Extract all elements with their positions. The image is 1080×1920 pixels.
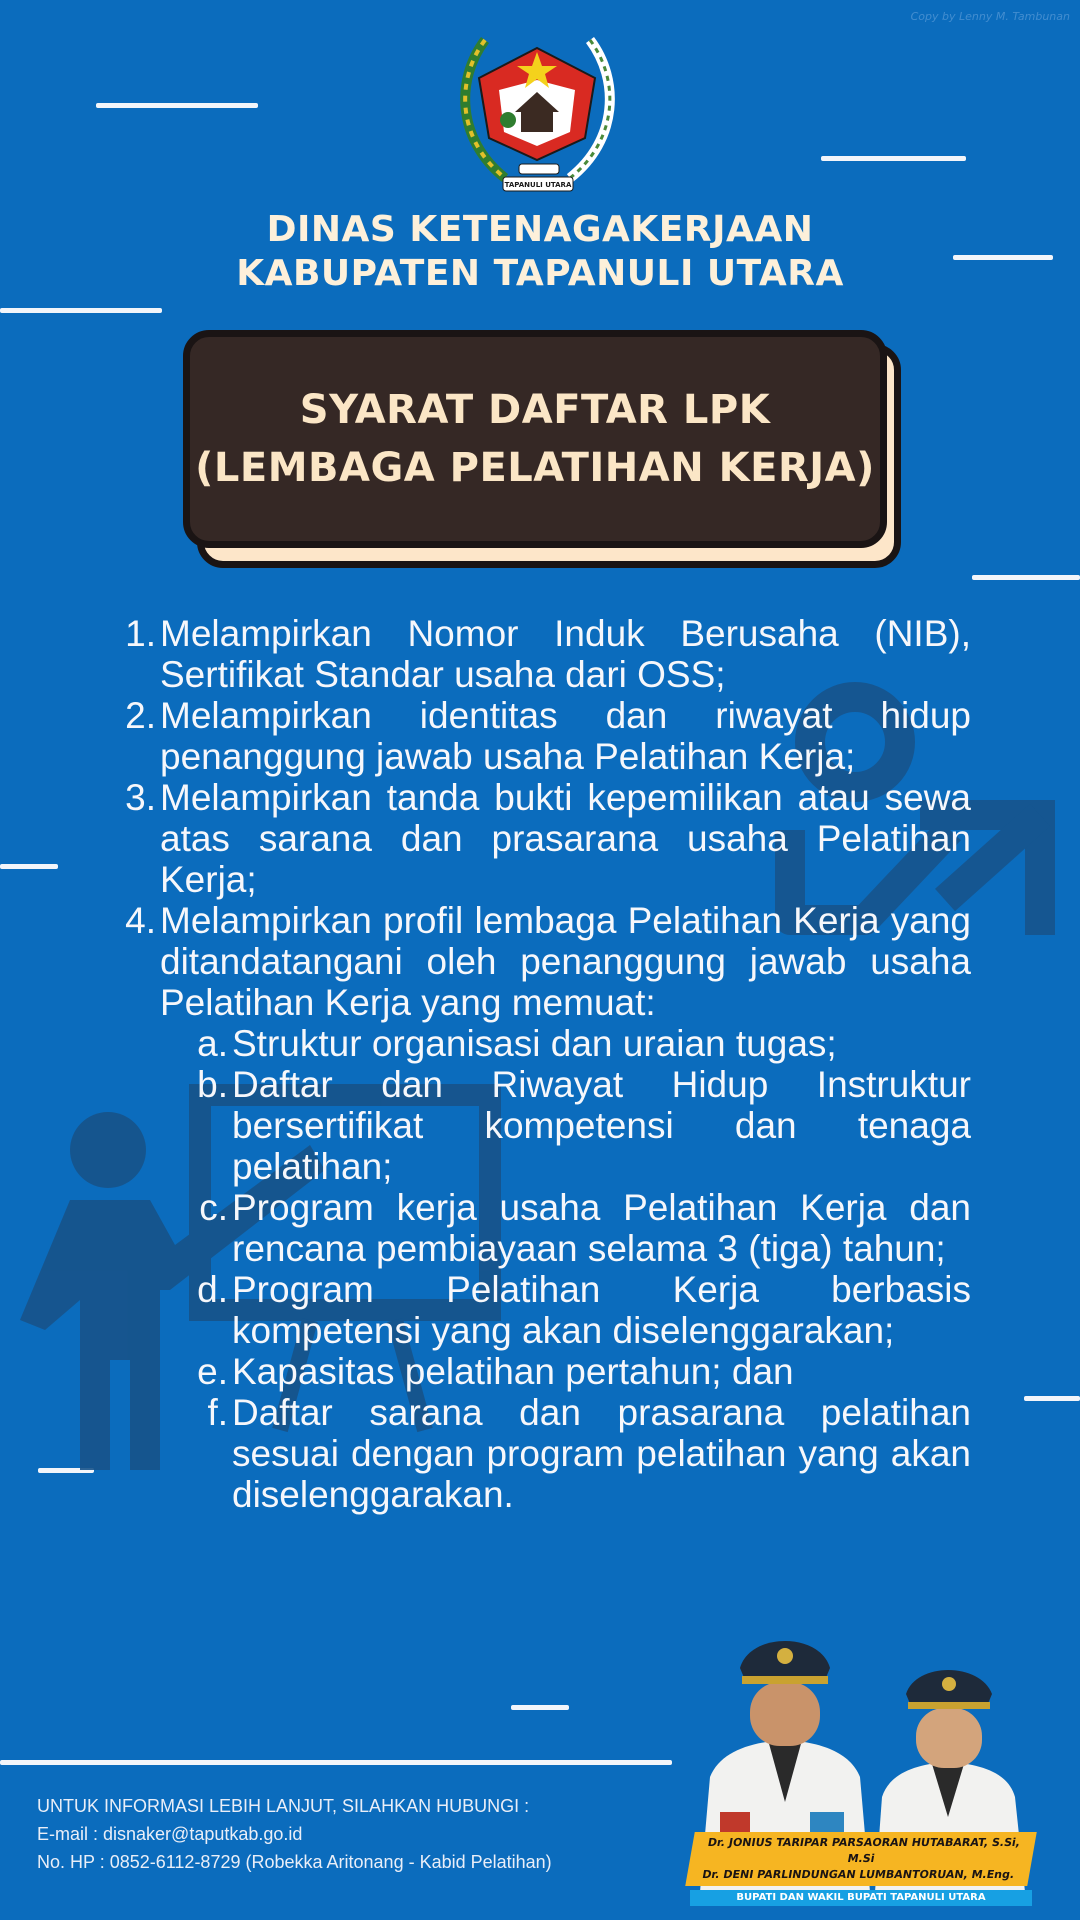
item-text: Melampirkan tanda bukti kepemilikan atau sewa atas sarana dan prasarana usaha Pelatihan Kerja;: [160, 777, 971, 900]
svg-text:TAPANULI UTARA: TAPANULI UTARA: [504, 181, 572, 189]
credit-watermark: Copy by Lenny M. Tambunan: [910, 10, 1070, 23]
official-name-2: Dr. DENI PARLINDUNGAN LUMBANTORUAN, M.Eng.: [701, 1868, 1016, 1881]
sub-item-letter: c.: [199, 1187, 228, 1228]
sub-item-text: Kapasitas pelatihan pertahun; dan: [232, 1351, 794, 1392]
item-text: Melampirkan Nomor Induk Berusaha (NIB), Sertifikat Standar usaha dari OSS;: [160, 613, 971, 695]
officials-names-bar: [685, 1832, 1037, 1886]
sub-list-item: [188, 1023, 971, 1064]
contact-email[interactable]: E-mail : disnaker@taputkab.go.id: [37, 1824, 303, 1844]
sub-list-item: [188, 1187, 971, 1269]
list-item: [118, 695, 971, 777]
sub-item-text: Program kerja usaha Pelatihan Kerja dan rencana pembiayaan selama 3 (tiga) tahun;: [232, 1187, 971, 1269]
sub-item-text: Daftar dan Riwayat Hidup Instruktur bersertifikat kompetensi dan tenaga pelatihan;: [232, 1064, 971, 1187]
item-number: 2.: [125, 695, 156, 736]
sub-item-letter: d.: [197, 1269, 228, 1310]
item-number: 4.: [125, 900, 156, 941]
tapanuli-utara-emblem-icon: [445, 20, 630, 195]
sub-item-letter: e.: [197, 1351, 228, 1392]
list-item: [118, 900, 971, 1023]
sub-list-item: [188, 1064, 971, 1187]
agency-name: [0, 208, 1080, 296]
contact-footer: [37, 1792, 677, 1876]
agency-line-2: KABUPATEN TAPANULI UTARA: [236, 253, 844, 294]
item-number: 1.: [125, 613, 156, 654]
title-line-1: SYARAT DAFTAR LPK: [299, 387, 771, 433]
sub-list-item: [188, 1269, 971, 1351]
title-card: [183, 330, 895, 566]
sub-item-text: Daftar sarana dan prasarana pelatihan sesuai dengan program pelatihan yang akan diselenggarakan.: [232, 1392, 971, 1515]
official-name-1: Dr. JONIUS TARIPAR PARSAORAN HUTABARAT, S.Si, M.Si: [706, 1836, 1022, 1865]
sub-item-letter: a.: [197, 1023, 228, 1064]
contact-heading: UNTUK INFORMASI LEBIH LANJUT, SILAHKAN HUBUNGI :: [37, 1796, 530, 1816]
contact-phone[interactable]: No. HP : 0852-6112-8729 (Robekka Aritonang - Kabid Pelatihan): [37, 1852, 552, 1872]
agency-line-1: DINAS KETENAGAKERJAAN: [266, 209, 814, 250]
item-text: Melampirkan identitas dan riwayat hidup penanggung jawab usaha Pelatihan Kerja;: [160, 695, 971, 777]
sub-item-text: Struktur organisasi dan uraian tugas;: [232, 1023, 837, 1064]
sub-list-item: [188, 1351, 971, 1392]
officials-role: BUPATI DAN WAKIL BUPATI TAPANULI UTARA: [690, 1890, 1032, 1906]
sub-item-letter: f.: [207, 1392, 228, 1433]
title-box: [183, 330, 887, 548]
sub-item-letter: b.: [197, 1064, 228, 1105]
sub-list-item: [188, 1392, 971, 1515]
item-number: 3.: [125, 777, 156, 818]
list-item: [118, 613, 971, 695]
officials-caption: [690, 1832, 1032, 1906]
item-text: Melampirkan profil lembaga Pelatihan Kerja yang ditandatangani oleh penanggung jawab usaha Pelatihan Kerja yang memuat:: [160, 900, 971, 1023]
title-line-2: (LEMBAGA PELATIHAN KERJA): [195, 445, 875, 491]
requirements-list: [118, 613, 971, 1515]
sub-item-text: Program Pelatihan Kerja berbasis kompetensi yang akan diselenggarakan;: [232, 1269, 971, 1351]
list-item: [118, 777, 971, 900]
